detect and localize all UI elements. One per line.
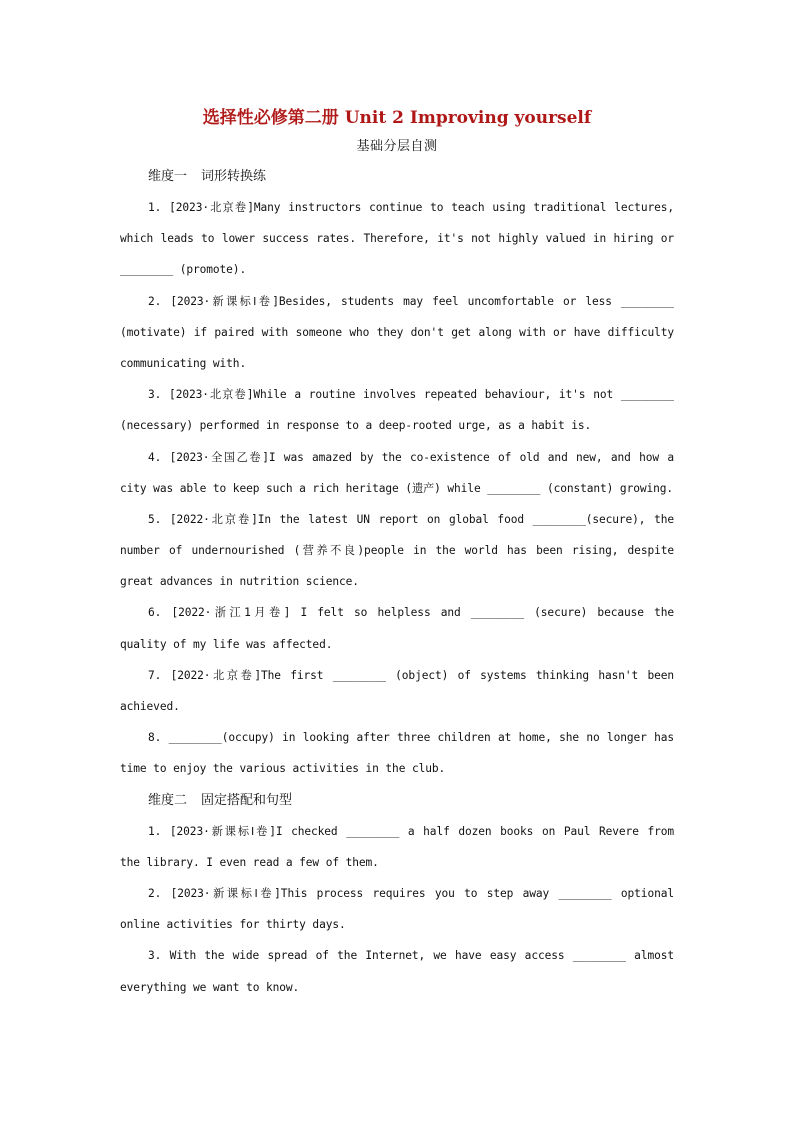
question-item: [120, 597, 674, 659]
question-line: 4. [2023·全国乙卷]I was amazed by the co-existence of old and new, and how a: [148, 450, 674, 464]
question-line: quality of my life was affected.: [120, 637, 333, 651]
question-line: 3. [2023·北京卷]While a routine involves repeated behaviour, it's not ________: [148, 388, 674, 402]
page-subtitle: 基础分层自测: [356, 139, 438, 154]
question-item: [120, 442, 674, 504]
question-line: (motivate) if paired with someone who they don't get along with or have difficulty: [120, 325, 674, 339]
section-name: 词形转换练: [201, 169, 267, 184]
exercise-sections: [120, 161, 674, 1003]
question-line: online activities for thirty days.: [120, 918, 346, 932]
question-line: 2. [2023·新课标Ⅰ卷]Besides, students may feel uncomfortable or less ________: [148, 294, 674, 308]
question-line: the library. I even read a few of them.: [120, 855, 379, 869]
question-item: [120, 379, 674, 441]
section-label: 维度二: [148, 792, 188, 808]
question-item: [120, 504, 674, 598]
section-label: 维度一: [148, 169, 188, 184]
question-item: [120, 816, 674, 878]
section-heading: [120, 785, 674, 816]
question-line: everything we want to know.: [120, 980, 300, 994]
section-heading: [120, 161, 674, 192]
question-line: number of undernourished (营养不良)people in the world has been rising, despite: [120, 544, 674, 558]
question-item: [120, 940, 674, 1002]
question-line: 3. With the wide spread of the Internet, we have easy access ________ almost: [148, 949, 674, 963]
question-line: which leads to lower success rates. Therefore, it's not highly valued in hiring or: [120, 232, 674, 246]
question-line: city was able to keep such a rich heritage (遗产) while ________ (constant) growing.: [120, 481, 674, 495]
page-title: 选择性必修第二册 Unit 2 Improving yourself: [202, 108, 592, 128]
question-item: [120, 722, 674, 784]
question-item: [120, 878, 674, 940]
question-line: 8. ________(occupy) in looking after three children at home, she no longer has: [148, 731, 674, 745]
question-line: 5. [2022·北京卷]In the latest UN report on global food ________(secure), the: [148, 512, 674, 526]
question-line: 7. [2022·北京卷]The first ________ (object) of systems thinking hasn't been: [148, 668, 674, 682]
question-line: ________ (promote).: [120, 263, 247, 277]
question-line: time to enjoy the various activities in the club.: [120, 762, 446, 776]
question-line: (necessary) performed in response to a deep-rooted urge, as a habit is.: [120, 419, 592, 433]
question-item: [120, 286, 674, 380]
question-item: [120, 192, 674, 286]
document-page: [120, 103, 674, 1003]
question-line: 1. [2023·北京卷]Many instructors continue to teach using traditional lectures,: [148, 201, 674, 214]
question-line: achieved.: [120, 700, 180, 713]
question-item: [120, 660, 674, 722]
question-line: 6. [2022·浙江1月卷] I felt so helpless and ________ (secure) because the: [148, 606, 674, 620]
question-line: 2. [2023·新课标Ⅰ卷]This process requires you to step away ________ optional: [148, 886, 674, 900]
question-line: 1. [2023·新课标Ⅰ卷]I checked ________ a half dozen books on Paul Revere from: [148, 824, 674, 838]
question-line: great advances in nutrition science.: [120, 575, 359, 589]
section-name: 固定搭配和句型: [201, 792, 293, 808]
question-line: communicating with.: [120, 356, 247, 370]
